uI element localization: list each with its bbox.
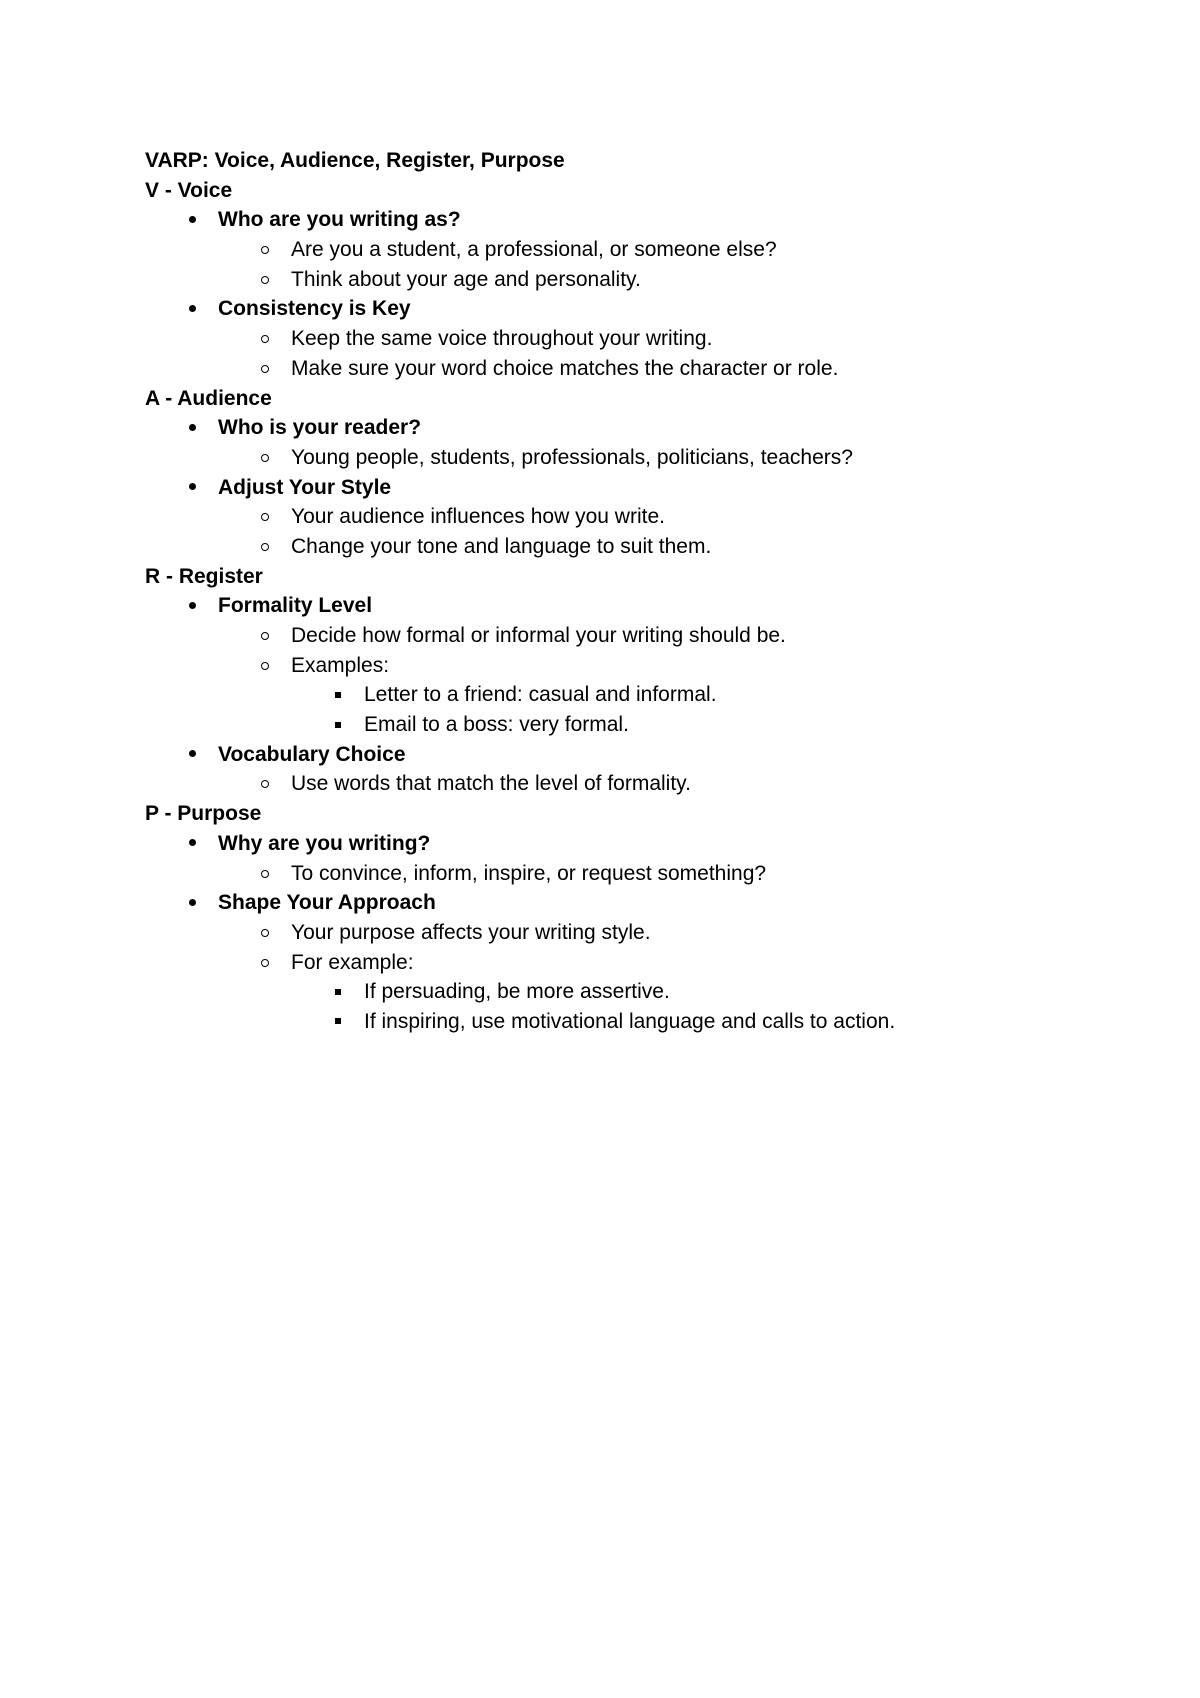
- section-heading-voice: V - Voice: [145, 178, 233, 202]
- sub-bullet-text: To convince, inform, inspire, or request something?: [291, 861, 767, 885]
- sub-bullet: [145, 324, 1145, 354]
- bullet-label: Vocabulary Choice: [218, 742, 406, 766]
- square-bullet-icon: [328, 977, 348, 1007]
- bullet-label: Consistency is Key: [218, 297, 411, 321]
- circle-bullet-icon: [255, 769, 275, 799]
- sub-bullet: [145, 502, 1145, 532]
- circle-bullet-icon: [255, 354, 275, 384]
- document-title: VARP: Voice, Audience, Register, Purpose: [145, 149, 565, 172]
- bullet-point: [145, 888, 1145, 918]
- bullet-dot-icon: [182, 740, 202, 770]
- circle-bullet-icon: [255, 324, 275, 354]
- bullet-point: [145, 294, 1145, 324]
- sub-bullet-text: For example:: [291, 950, 414, 974]
- sub-bullet-text: Your audience influences how you write.: [291, 505, 665, 529]
- sub-bullet: [145, 948, 1145, 978]
- document-body: [145, 146, 1145, 1037]
- sub-bullet: [145, 354, 1145, 384]
- sub-bullet: [145, 769, 1145, 799]
- square-bullet-icon: [328, 680, 348, 710]
- section-heading-audience: A - Audience: [145, 386, 272, 410]
- circle-bullet-icon: [255, 443, 275, 473]
- circle-bullet-icon: [255, 651, 275, 681]
- bullet-label: Shape Your Approach: [218, 891, 436, 915]
- bullet-point: [145, 591, 1145, 621]
- bullet-dot-icon: [182, 205, 202, 235]
- bullet-label: Adjust Your Style: [218, 475, 392, 499]
- sub-bullet-text: Use words that match the level of formality.: [291, 772, 691, 796]
- circle-bullet-icon: [255, 502, 275, 532]
- example-item: [145, 710, 1145, 740]
- bullet-label: Who are you writing as?: [218, 208, 461, 232]
- sub-bullet-text: Are you a student, a professional, or someone else?: [291, 238, 777, 262]
- bullet-dot-icon: [182, 829, 202, 859]
- sub-bullet-text: Examples:: [291, 653, 390, 677]
- sub-bullet: [145, 651, 1145, 681]
- sub-bullet-text: Change your tone and language to suit them.: [291, 534, 712, 558]
- sub-bullet-text: Your purpose affects your writing style.: [291, 920, 651, 944]
- example-item: [145, 680, 1145, 710]
- sub-bullet: [145, 918, 1145, 948]
- circle-bullet-icon: [255, 235, 275, 265]
- sub-bullet: [145, 235, 1145, 265]
- bullet-dot-icon: [182, 473, 202, 503]
- circle-bullet-icon: [255, 265, 275, 295]
- sub-bullet: [145, 265, 1145, 295]
- circle-bullet-icon: [255, 859, 275, 889]
- sub-bullet-text: Make sure your word choice matches the character or role.: [291, 356, 839, 380]
- sub-bullet-text: Keep the same voice throughout your writing.: [291, 327, 713, 351]
- bullet-label: Formality Level: [218, 594, 373, 618]
- sub-bullet: [145, 859, 1145, 889]
- bullet-point: [145, 413, 1145, 443]
- bullet-point: [145, 740, 1145, 770]
- bullet-dot-icon: [182, 888, 202, 918]
- bullet-label: Who is your reader?: [218, 416, 422, 440]
- circle-bullet-icon: [255, 532, 275, 562]
- sub-bullet-text: Think about your age and personality.: [291, 267, 641, 291]
- sub-bullet: [145, 532, 1145, 562]
- example-item: [145, 977, 1145, 1007]
- sub-bullet-text: Decide how formal or informal your writing should be.: [291, 624, 786, 647]
- section-heading-purpose: P - Purpose: [145, 802, 262, 826]
- sub-bullet: [145, 443, 1145, 473]
- square-bullet-icon: [328, 1007, 348, 1037]
- bullet-dot-icon: [182, 591, 202, 621]
- bullet-dot-icon: [182, 413, 202, 443]
- bullet-point: [145, 205, 1145, 235]
- bullet-point: [145, 473, 1145, 503]
- example-text: If persuading, be more assertive.: [364, 980, 670, 1004]
- bullet-point: [145, 829, 1145, 859]
- circle-bullet-icon: [255, 948, 275, 978]
- circle-bullet-icon: [255, 621, 275, 651]
- example-item: [145, 1007, 1145, 1037]
- example-text: Letter to a friend: casual and informal.: [364, 683, 717, 707]
- sub-bullet-text: Young people, students, professionals, politicians, teachers?: [291, 445, 853, 469]
- square-bullet-icon: [328, 710, 348, 740]
- section-heading-register: R - Register: [145, 564, 263, 588]
- sub-bullet: [145, 621, 1145, 651]
- bullet-dot-icon: [182, 294, 202, 324]
- example-text: If inspiring, use motivational language and calls to action.: [364, 1009, 896, 1033]
- example-text: Email to a boss: very formal.: [364, 713, 629, 737]
- bullet-label: Why are you writing?: [218, 831, 431, 855]
- circle-bullet-icon: [255, 918, 275, 948]
